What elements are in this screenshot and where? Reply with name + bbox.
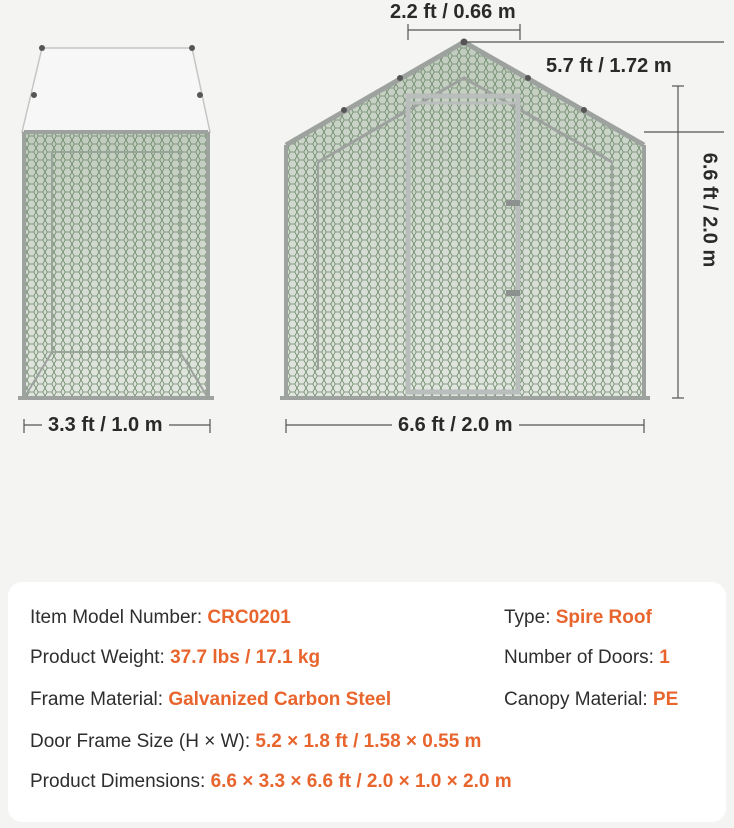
- specifications-card: [8, 582, 726, 822]
- side-view: [18, 45, 214, 398]
- spec-doors: Number of Doors: 1: [504, 647, 670, 668]
- door-latch: [506, 290, 520, 296]
- spec-frame: Frame Material: Galvanized Carbon Steel: [30, 689, 392, 710]
- height-label: 6.6 ft / 2.0 m: [697, 147, 721, 274]
- roof-length-label: 5.7 ft / 1.72 m: [540, 54, 678, 78]
- door-hinge: [506, 200, 520, 206]
- spec-type: Type: Spire Roof: [504, 607, 652, 628]
- spec-canopy: Canopy Material: PE: [504, 689, 679, 710]
- spec-product-dims: Product Dimensions: 6.6 × 3.3 × 6.6 ft / 2.0 × 1.0 × 2.0 m: [30, 771, 512, 792]
- canopy-cover: [22, 48, 210, 132]
- front-view: [280, 39, 650, 399]
- depth-label: 3.3 ft / 1.0 m: [42, 413, 169, 437]
- spec-weight: Product Weight: 37.7 lbs / 17.1 kg: [30, 647, 321, 668]
- door-width-label: 2.2 ft / 0.66 m: [384, 0, 522, 24]
- spec-model: Item Model Number: CRC0201: [30, 607, 291, 628]
- width-label: 6.6 ft / 2.0 m: [392, 413, 519, 437]
- spec-door-frame: Door Frame Size (H × W): 5.2 × 1.8 ft / 1.58 × 0.55 m: [30, 731, 482, 752]
